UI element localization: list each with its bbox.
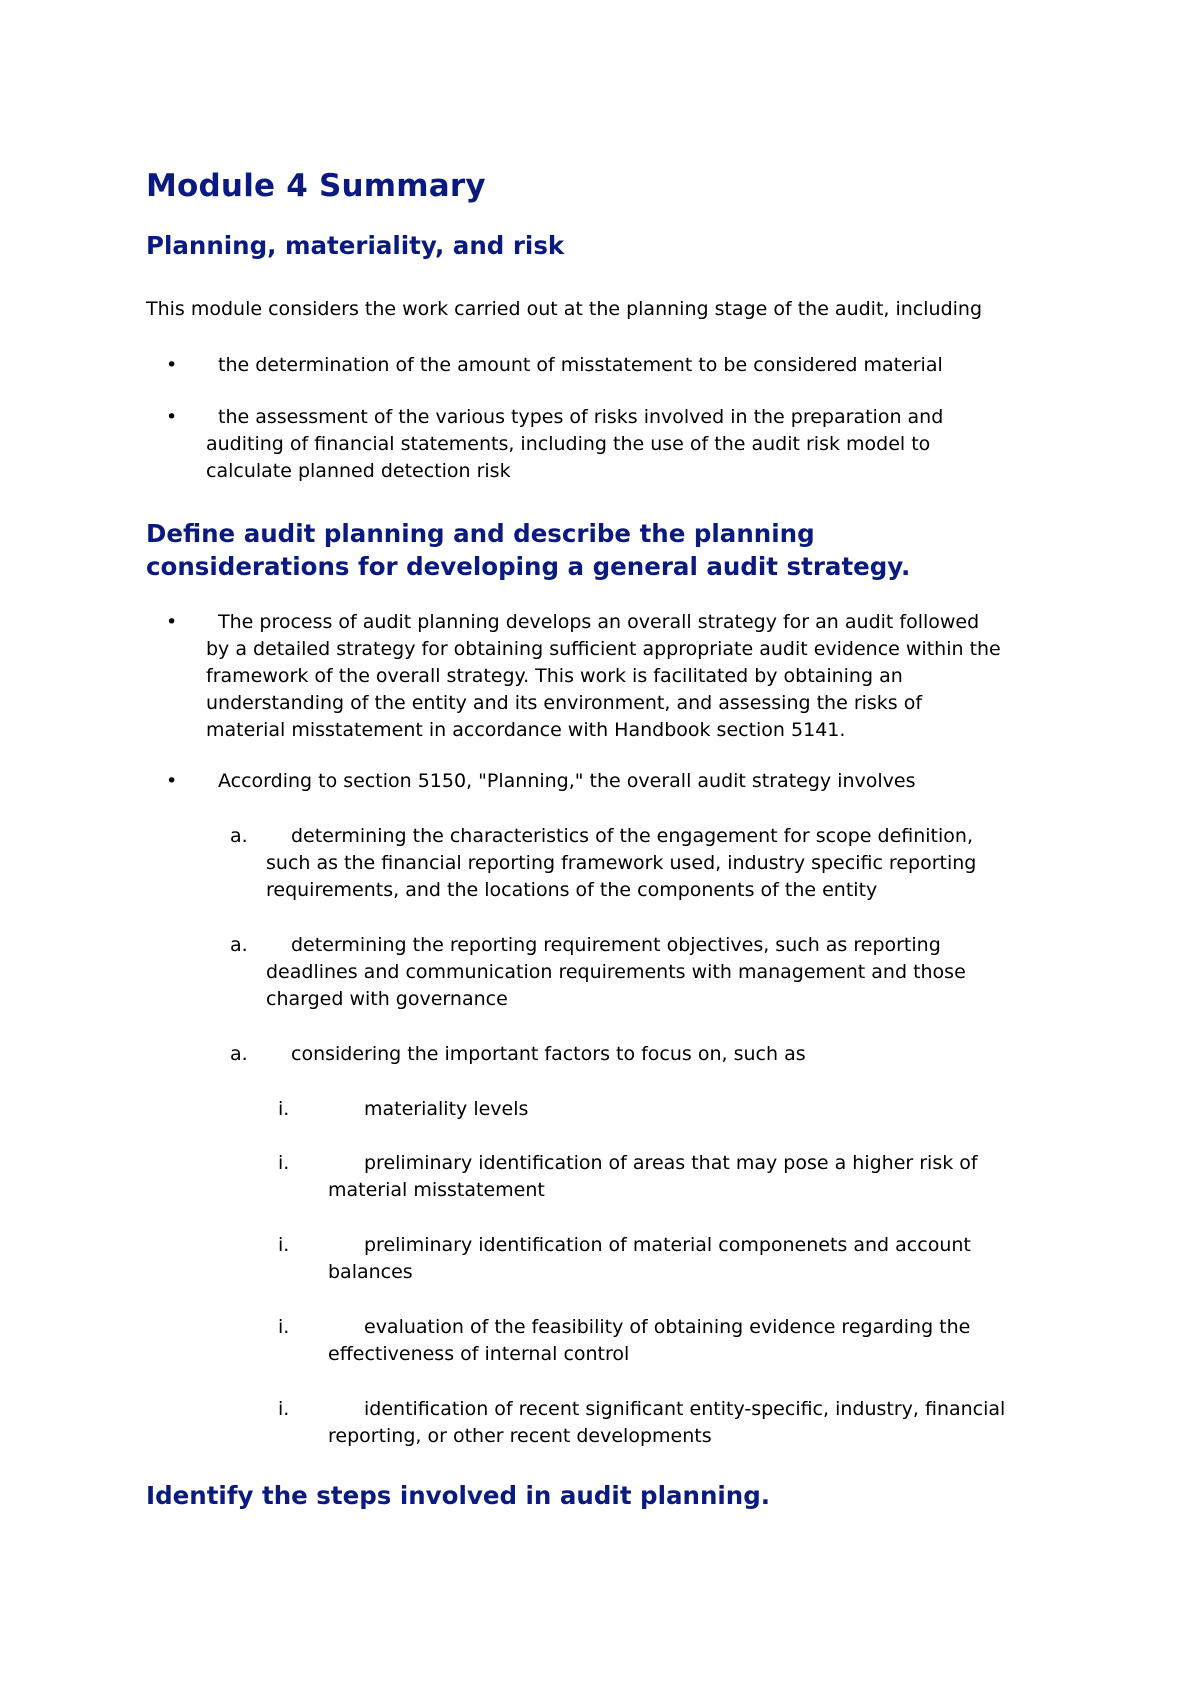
bullet-marker: • [166,611,178,633]
sub-list-marker: a. [230,934,248,956]
subsub-list-item: materiality levels [364,1098,529,1120]
section-heading: Define audit planning and describe the planning [146,519,815,548]
subsub-list-marker: i. [278,1398,290,1420]
subsub-list-marker: i. [278,1098,290,1120]
page-subtitle: Planning, materiality, and risk [146,231,565,260]
section-heading: considerations for developing a general audit strategy. [146,552,911,581]
subsub-list-marker: i. [278,1316,290,1338]
sub-list-item: determining the characteristics of the engagement for scope definition, [291,825,973,847]
subsub-list-item: evaluation of the feasibility of obtaining evidence regarding the [364,1316,971,1338]
subsub-list-marker: i. [278,1152,290,1174]
list-item-continuation: material misstatement in accordance with Handbook section 5141. [206,719,846,741]
subsub-list-item: identification of recent significant entity-specific, industry, financial [364,1398,1006,1420]
sub-list-item-continuation: requirements, and the locations of the components of the entity [266,879,878,901]
subsub-list-item-continuation: reporting, or other recent developments [328,1425,712,1447]
subsub-list-item: preliminary identification of material componenets and account [364,1234,971,1256]
intro-paragraph: This module considers the work carried out at the planning stage of the audit, including [146,298,983,320]
section-heading: Identify the steps involved in audit planning. [146,1481,771,1510]
bullet-marker: • [166,354,178,376]
list-item-continuation: framework of the overall strategy. This work is facilitated by obtaining an [206,665,903,687]
sub-list-item-continuation: such as the financial reporting framework used, industry specific reporting [266,852,977,874]
list-item-continuation: understanding of the entity and its environment, and assessing the risks of [206,692,923,714]
list-item-continuation: auditing of financial statements, including the use of the audit risk model to [206,433,931,455]
subsub-list-item-continuation: effectiveness of internal control [328,1343,630,1365]
list-item-continuation: calculate planned detection risk [206,460,511,482]
list-item-continuation: by a detailed strategy for obtaining sufficient appropriate audit evidence within the [206,638,1001,660]
subsub-list-item-continuation: balances [328,1261,413,1283]
sub-list-item: considering the important factors to focus on, such as [291,1043,806,1065]
subsub-list-marker: i. [278,1234,290,1256]
sub-list-marker: a. [230,1043,248,1065]
list-item: the determination of the amount of misstatement to be considered material [218,354,943,376]
sub-list-marker: a. [230,825,248,847]
list-item: the assessment of the various types of risks involved in the preparation and [218,406,944,428]
sub-list-item: determining the reporting requirement objectives, such as reporting [291,934,941,956]
page-title: Module 4 Summary [146,168,486,204]
bullet-marker: • [166,770,178,792]
subsub-list-item-continuation: material misstatement [328,1179,545,1201]
sub-list-item-continuation: deadlines and communication requirements with management and those [266,961,966,983]
bullet-marker: • [166,406,178,428]
sub-list-item-continuation: charged with governance [266,988,508,1010]
subsub-list-item: preliminary identification of areas that may pose a higher risk of [364,1152,978,1174]
list-item: The process of audit planning develops an overall strategy for an audit followed [218,611,980,633]
list-item: According to section 5150, "Planning," the overall audit strategy involves [218,770,916,792]
